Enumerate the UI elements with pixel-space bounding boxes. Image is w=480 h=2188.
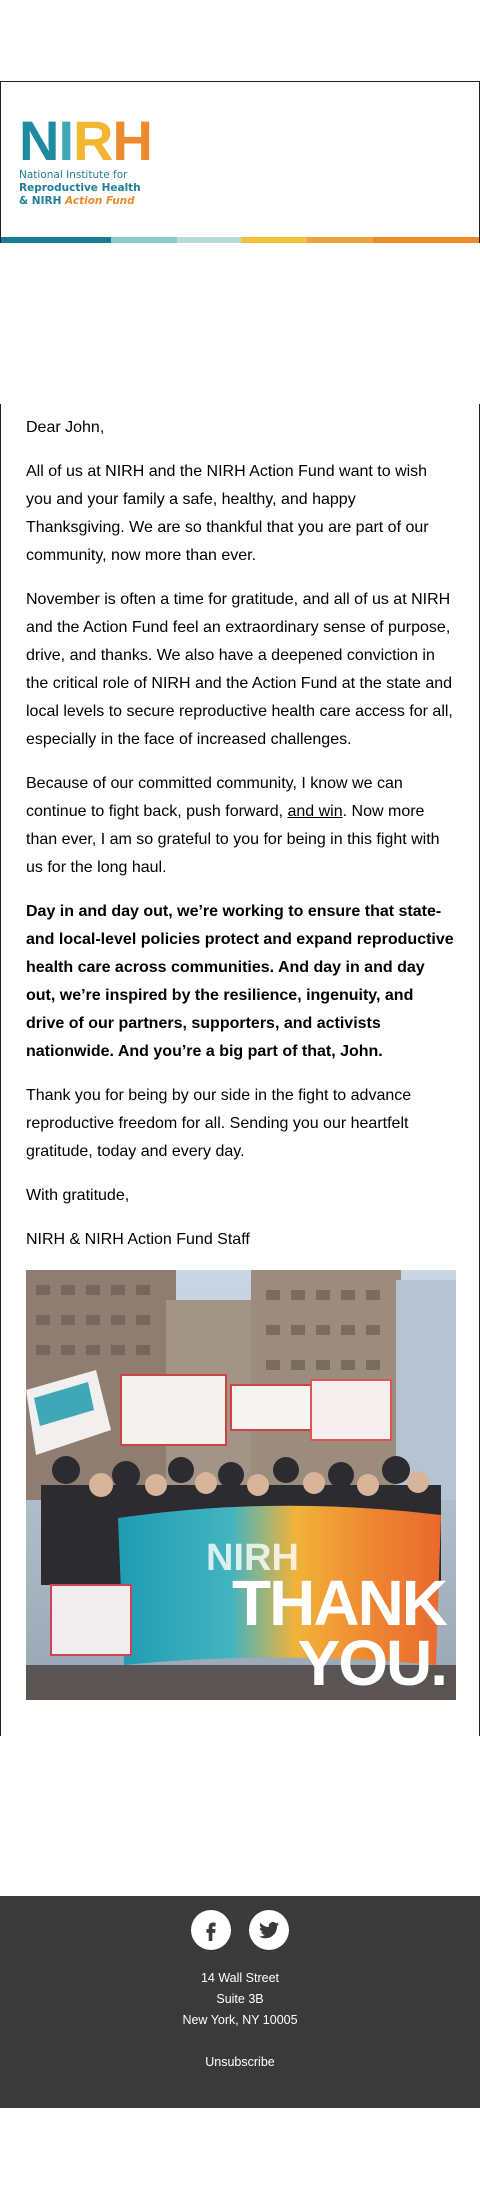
you-text: YOU. [297, 1627, 446, 1699]
paragraph-3 [26, 770, 456, 882]
letter-text [26, 404, 456, 1270]
mailing-address [0, 1968, 480, 2031]
logo-line-2: Reproductive Health [19, 182, 141, 194]
social-links [0, 1910, 480, 1950]
thank-you-photo[interactable] [26, 1270, 456, 1700]
logo-line-3-prefix: & NIRH [19, 195, 62, 207]
logo-line-3 [19, 195, 149, 208]
email-header [0, 81, 480, 243]
color-bar-segment [177, 237, 241, 243]
color-bar-segment [373, 237, 479, 243]
signature: NIRH & NIRH Action Fund Staff [26, 1231, 250, 1248]
paragraph-4-bold: Day in and day out, we’re working to ensure that state- and local-level policies protect and expand reproductive health care across communities. And day in and day out, we’re inspired by the resilience, ingenuity, and drive of our partners, supporters, and activists nationwide. And you’re a big part of that, John. [26, 903, 454, 1060]
nirh-logo[interactable] [19, 109, 152, 207]
unsubscribe-link[interactable]: Unsubscribe [205, 2055, 275, 2069]
address-line-1: 14 Wall Street [200, 1971, 280, 1985]
color-bar-segment [241, 237, 307, 243]
logo-letter-h: H [112, 109, 152, 172]
logo-letter-n: N [19, 109, 59, 172]
logo-letter-i: I [58, 109, 74, 172]
email-footer [0, 1896, 480, 2108]
logo-wordmark [19, 109, 152, 172]
facebook-icon[interactable] [191, 1910, 231, 1950]
color-bar-segment [1, 237, 111, 243]
color-bar-segment [111, 237, 177, 243]
paragraph-1: All of us at NIRH and the NIRH Action Fund want to wish you and your family a safe, healthy, and happy Thanksgiving. We are so thankful that you are part of our community, now more than ever. [26, 463, 429, 564]
photo-illustration [26, 1270, 456, 1700]
twitter-icon[interactable] [249, 1910, 289, 1950]
greeting: Dear John, [26, 419, 105, 436]
paragraph-3-end: . Now more than ever, I am so grateful to you for being in this fight with us for the long haul. [26, 803, 440, 876]
logo-line-1: National Institute for [19, 169, 128, 181]
closing: With gratitude, [26, 1187, 130, 1204]
address-line-2: Suite 3B [216, 1992, 264, 2006]
banner-wordmark: NIRH [206, 1537, 299, 1579]
paragraph-2: November is often a time for gratitude, and all of us at NIRH and the Action Fund feel an extraordinary sense of purpose, drive, and thanks. We also have a deepened conviction in the critical role of NIRH and the Action Fund at the state and local levels to secure reproductive health care access for all, especially in the face of increased challenges. [26, 591, 453, 748]
color-bar-segment [307, 237, 373, 243]
email-body [0, 404, 480, 1736]
thank-text: THANK [232, 1567, 446, 1639]
logo-line-3-suffix: Action Fund [65, 195, 135, 207]
paragraph-3-start: Because of our committed community, I know we can continue to fight back, push forward, [26, 775, 403, 820]
and-win-link[interactable]: and win [287, 803, 343, 820]
header-color-bar [1, 237, 479, 243]
paragraph-5: Thank you for being by our side in the fight to advance reproductive freedom for all. Sending you our heartfelt gratitude, today and every day. [26, 1087, 412, 1160]
address-line-3: New York, NY 10005 [182, 2013, 298, 2027]
logo-letter-r: R [73, 109, 113, 172]
